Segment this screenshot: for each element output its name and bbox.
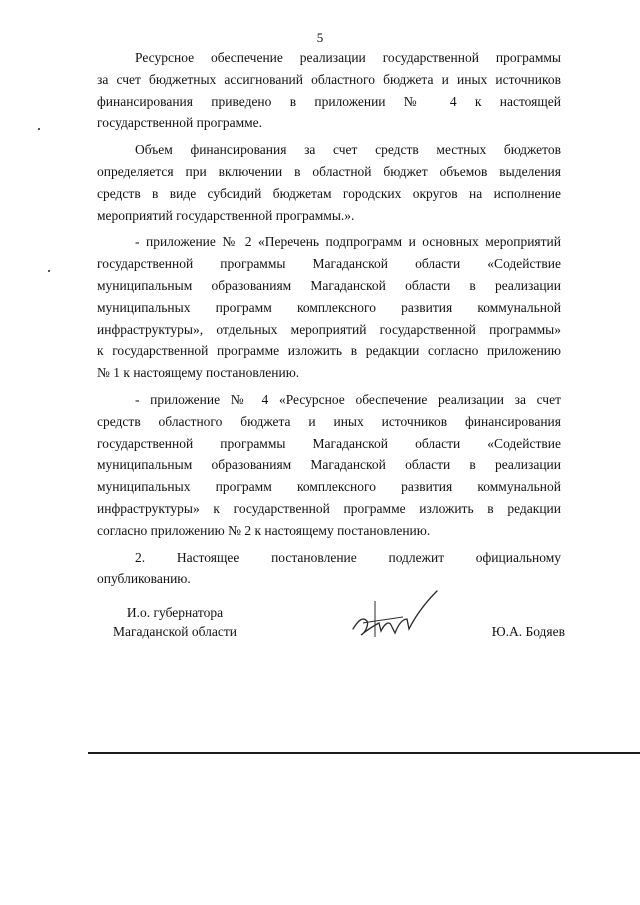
text-line: инфраструктуры», отдельных мероприятий государственной программы» bbox=[97, 321, 561, 337]
text-line: Объем финансирования за счет средств местных бюджетов bbox=[135, 142, 561, 158]
text-line: согласно приложению № 2 к настоящему постановлению. bbox=[97, 522, 431, 538]
paragraph-appendix-2 bbox=[97, 231, 561, 384]
text-line: - приложение № 2 «Перечень подпрограмм и основных мероприятий bbox=[135, 234, 561, 250]
text-line: - приложение № 4 «Ресурсное обеспечение реализации за счет bbox=[135, 391, 561, 407]
text-line: финансирования приведено в приложении № 4 к настоящей bbox=[97, 93, 561, 109]
text-line: муниципальным образованиям Магаданской области в реализации bbox=[97, 277, 561, 293]
text-line: муниципальных программ комплексного развития коммунальной bbox=[97, 479, 561, 495]
text-line: средств областного бюджета и иных источников финансирования bbox=[97, 413, 561, 429]
text-line: государственной программы Магаданской области «Содействие bbox=[97, 256, 561, 272]
document-body bbox=[97, 47, 561, 595]
signatory-title-line: Магаданской области bbox=[113, 624, 237, 639]
text-line: опубликованию. bbox=[97, 571, 191, 587]
text-line: определяется при включении в областной бюджет объемов выделения bbox=[97, 163, 561, 179]
scan-speck bbox=[38, 128, 40, 130]
paragraph-appendix-4 bbox=[97, 389, 561, 542]
page-number: 5 bbox=[316, 30, 324, 45]
text-line: муниципальным образованиям Магаданской области в реализации bbox=[97, 457, 561, 473]
text-line: к государственной программе изложить в редакции согласно приложению bbox=[97, 343, 561, 359]
scan-speck bbox=[48, 270, 50, 272]
paragraph-resource-provision bbox=[97, 47, 561, 134]
text-line: Ресурсное обеспечение реализации государственной программы bbox=[135, 50, 561, 65]
text-line: государственной программе. bbox=[97, 115, 263, 131]
footer-rule bbox=[88, 752, 640, 754]
text-line: инфраструктуры» к государственной программе изложить в редакции bbox=[97, 500, 561, 516]
text-line: 2. Настоящее постановление подлежит официальному bbox=[135, 549, 561, 565]
text-line: № 1 к настоящему постановлению. bbox=[97, 365, 300, 381]
text-line: муниципальных программ комплексного развития коммунальной bbox=[97, 299, 561, 315]
signatory-title bbox=[105, 603, 245, 641]
paragraph-local-budgets bbox=[97, 139, 561, 226]
text-line: средств в виде субсидий бюджетам городских округов на исполнение bbox=[97, 185, 561, 201]
paragraph-publication bbox=[97, 547, 561, 591]
handwritten-signature bbox=[345, 589, 445, 649]
text-line: государственной программы Магаданской области «Содействие bbox=[97, 435, 561, 451]
signatory-title-line: И.о. губернатора bbox=[126, 605, 224, 620]
signatory-name: Ю.А. Бодяев bbox=[491, 624, 565, 639]
text-line: мероприятий государственной программы.». bbox=[97, 207, 355, 223]
text-line: за счет бюджетных ассигнований областного бюджета и иных источников bbox=[97, 71, 561, 87]
